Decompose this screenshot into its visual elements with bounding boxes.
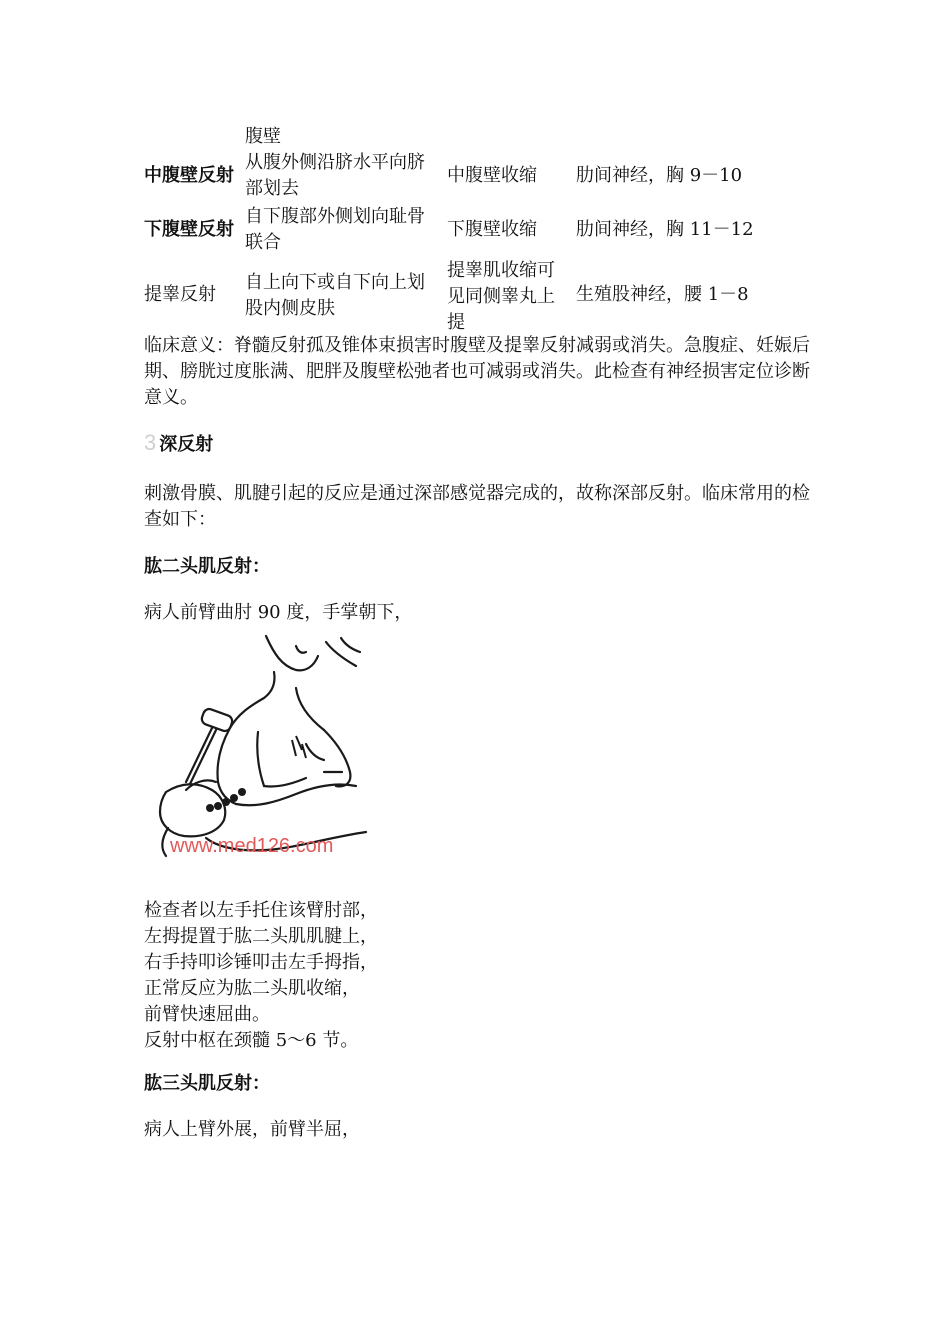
step-line: 检查者以左手托住该臂肘部， bbox=[144, 900, 378, 921]
reflex-nerve: 肋间神经，胸 11－12 bbox=[576, 219, 754, 240]
biceps-position: 病人前臂曲肘 90 度，手掌朝下， bbox=[144, 602, 413, 623]
reflex-nerve: 生殖股神经，腰 1－8 bbox=[576, 284, 749, 305]
response-line: 见同侧睾丸上 bbox=[447, 286, 555, 307]
reflex-nerve: 肋间神经，胸 9－10 bbox=[576, 165, 743, 186]
step-line: 左拇提置于肱二头肌肌腱上， bbox=[144, 926, 378, 947]
section-number: 3 bbox=[144, 430, 157, 455]
reflex-response bbox=[447, 258, 575, 336]
reflex-method bbox=[245, 124, 445, 202]
biceps-steps bbox=[144, 898, 378, 1054]
method-line: 部划去 bbox=[245, 178, 299, 199]
biceps-reflex-illustration bbox=[146, 632, 396, 864]
method-line: 自上向下或自下向上划 bbox=[245, 272, 425, 293]
method-line: 股内侧皮肤 bbox=[245, 298, 335, 319]
reflex-name: 中腹壁反射 bbox=[144, 165, 234, 186]
triceps-reflex-title: 肱三头肌反射： bbox=[144, 1073, 270, 1094]
table-row bbox=[144, 204, 824, 256]
biceps-reflex-title: 肱二头肌反射： bbox=[144, 556, 270, 577]
section-title: 深反射 bbox=[159, 434, 214, 455]
response-line: 提睾肌收缩可 bbox=[447, 260, 555, 281]
step-line: 前臂快速屈曲。 bbox=[144, 1004, 270, 1025]
method-line: 联合 bbox=[245, 232, 281, 253]
deep-reflex-intro: 刺激骨膜、肌腱引起的反应是通过深部感觉器完成的，故称深部反射。临床常用的检查如下： bbox=[144, 483, 810, 530]
step-line: 反射中枢在颈髓 5～6 节。 bbox=[144, 1030, 359, 1051]
reflex-name: 提睾反射 bbox=[144, 284, 216, 305]
reflex-response: 下腹壁收缩 bbox=[447, 219, 537, 240]
reflex-name: 下腹壁反射 bbox=[144, 219, 234, 240]
reflex-method bbox=[245, 204, 445, 256]
triceps-position: 病人上臂外展，前臂半屈， bbox=[144, 1119, 360, 1140]
step-line: 右手持叩诊锤叩击左手拇指， bbox=[144, 952, 378, 973]
table-row bbox=[144, 258, 824, 336]
illustration-watermark: www.med126.com bbox=[170, 835, 334, 857]
section-heading bbox=[144, 430, 213, 456]
method-line: 从腹外侧沿脐水平向脐 bbox=[245, 152, 425, 173]
method-line: 腹壁 bbox=[245, 126, 281, 147]
table-row bbox=[144, 124, 824, 202]
step-line: 正常反应为肱二头肌收缩， bbox=[144, 978, 360, 999]
illustration-drawing bbox=[146, 632, 396, 864]
reflex-method bbox=[245, 270, 445, 322]
reflex-response: 中腹壁收缩 bbox=[447, 165, 537, 186]
method-line: 自下腹部外侧划向耻骨 bbox=[245, 206, 425, 227]
response-line: 提 bbox=[447, 312, 465, 333]
clinical-significance: 临床意义：脊髓反射孤及锥体束损害时腹壁及提睾反射减弱或消失。急腹症、妊娠后期、膀胱过度胀满、肥胖及腹壁松弛者也可减弱或消失。此检查有神经损害定位诊断意义。 bbox=[144, 335, 810, 408]
